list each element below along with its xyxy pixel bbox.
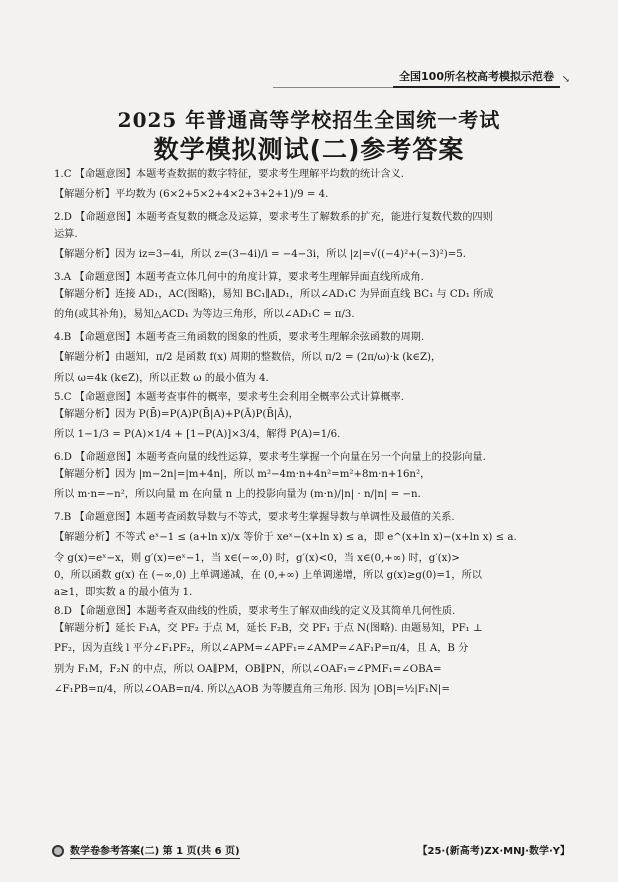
item-1-line-1: 1.C 【命题意图】本题考查数据的数字特征，要求考生理解平均数的统计含义. [54, 169, 404, 180]
item-8-line-4: 别为 F₁M，F₂N 的中点，所以 OA∥PM，OB∥PN，所以∠OAF₁=∠PMF₁=∠OBA= [54, 664, 442, 675]
item-3-line-3: 的角(或其补角)，易知△ACD₁ 为等边三角形，所以∠AD₁C = π/3. [54, 309, 355, 320]
series-tag: 全国100所名校高考模拟示范卷 [393, 66, 560, 88]
item-7-line-1: 7.B 【命题意图】本题考查函数导数与不等式，要求考生掌握导数与单调性及最值的关系. [54, 512, 455, 523]
answer-item-7 [54, 509, 574, 601]
answer-item-2 [54, 209, 574, 267]
item-4-line-2: 【解题分析】由题知，π/2 是函数 f(x) 周期的整数倍，所以 π/2 = (2π/ω)·k (k∈Z)， [54, 352, 442, 363]
item-6-line-1: 6.D 【命题意图】本题考查向量的线性运算，要求考生掌握一个向量在另一个向量上的投影向量. [54, 452, 486, 463]
answer-item-4 [54, 329, 574, 387]
item-7-line-2: 【解题分析】不等式 eˣ−1 ≤ (a+ln x)/x 等价于 xeˣ−(x+ln x) ≤ a，即 e^(x+ln x)−(x+ln x) ≤ a. [54, 532, 517, 543]
item-5-line-3: 所以 1−1/3 = P(A)×1/4 + [1−P(A)]×3/4，解得 P(A)=1/6. [54, 429, 341, 440]
item-4-line-1: 4.B 【命题意图】本题考查三角函数的图象的性质，要求考生理解余弦函数的周期. [54, 332, 425, 343]
item-3-line-1: 3.A 【命题意图】本题考查立体几何中的角度计算，要求考生理解异面直线所成角. [54, 272, 424, 283]
item-7-line-4: 0，所以函数 g(x) 在 (−∞,0) 上单调递减，在 (0,+∞) 上单调递增，所以 g(x)≥g(0)=1，所以 [54, 570, 482, 581]
answer-item-6 [54, 449, 574, 507]
item-1-line-2: 【解题分析】平均数为 (6×2+5×2+4×2+3+2+1)/9 = 4. [54, 189, 329, 200]
item-5-line-1: 5.C 【命题意图】本题考查事件的概率，要求考生会利用全概率公式计算概率. [54, 392, 404, 403]
footer-page-info: 数学卷参考答案(二) 第 1 页(共 6 页) [70, 842, 240, 859]
item-8-line-1: 8.D 【命题意图】本题考查双曲线的性质，要求考生了解双曲线的定义及其简单几何性质. [54, 606, 456, 617]
item-8-line-5: ∠F₁PB=π/4，所以∠OAB=π/4. 所以△AOB 为等腰直角三角形. 因为 |OB|=½|F₁N|= [54, 684, 450, 695]
item-2-line-2: 运算. [54, 229, 78, 240]
corner-mark-icon: ↘ [561, 74, 570, 85]
page-footer [52, 842, 570, 862]
footer-left [52, 842, 240, 859]
item-8-line-2: 【解题分析】延长 F₁A，交 PF₂ 于点 M，延长 F₂B，交 PF₁ 于点 N(图略). 由题易知，PF₁ ⊥ [54, 623, 483, 634]
item-6-line-2: 【解题分析】因为 |m−2n|=|m+4n|，所以 m²−4m·n+4n²=m²+8m·n+16n²， [54, 469, 431, 480]
answer-item-1 [54, 166, 574, 207]
answer-item-5 [54, 389, 574, 447]
answer-item-3 [54, 269, 574, 327]
item-7-line-3: 令 g(x)=eˣ−x，则 g′(x)=eˣ−1，当 x∈(−∞,0) 时，g′(x)<0，当 x∈(0,+∞) 时，g′(x)> [54, 553, 460, 564]
answer-content [54, 166, 574, 704]
item-3-line-2: 【解题分析】连接 AD₁，AC(图略)，易知 BC₁∥AD₁，所以∠AD₁C 为异面直线 BC₁ 与 CD₁ 所成 [54, 289, 494, 300]
item-8-line-3: PF₂，因为直线 l 平分∠F₁PF₂，所以∠APM=∠APF₁=∠AMP=∠AF₁P=π/4，且 A，B 分 [54, 643, 469, 654]
exam-title: 2025 年普通高等学校招生全国统一考试 [117, 108, 501, 132]
item-2-line-3: 【解题分析】因为 iz=3−4i，所以 z=(3−4i)/i = −4−3i，所以 |z|=√((−4)²+(−3)²)=5. [54, 249, 466, 260]
item-2-line-1: 2.D 【命题意图】本题考查复数的概念及运算，要求考生了解数系的扩充，能进行复数代数的四则 [54, 212, 493, 223]
item-7-line-5: a≥1，即实数 a 的最小值为 1. [54, 587, 193, 598]
item-6-line-3: 所以 m·n=−n²，所以向量 m 在向量 n 上的投影向量为 (m·n)/|n| · n/|n| = −n. [54, 489, 421, 500]
item-4-line-3: 所以 ω=4k (k∈Z)，所以正数 ω 的最小值为 4. [54, 373, 269, 384]
footer-code: 【25·(新高考)ZX·MNJ·数学·Y】 [417, 846, 570, 857]
disc-icon [52, 845, 64, 857]
answer-title: 数学模拟测试(二)参考答案 [153, 135, 465, 164]
item-5-line-2: 【解题分析】因为 P(B̄)=P(A)P(B̄|A)+P(Ā)P(B̄|Ā)， [54, 409, 299, 420]
answer-item-8 [54, 603, 574, 702]
